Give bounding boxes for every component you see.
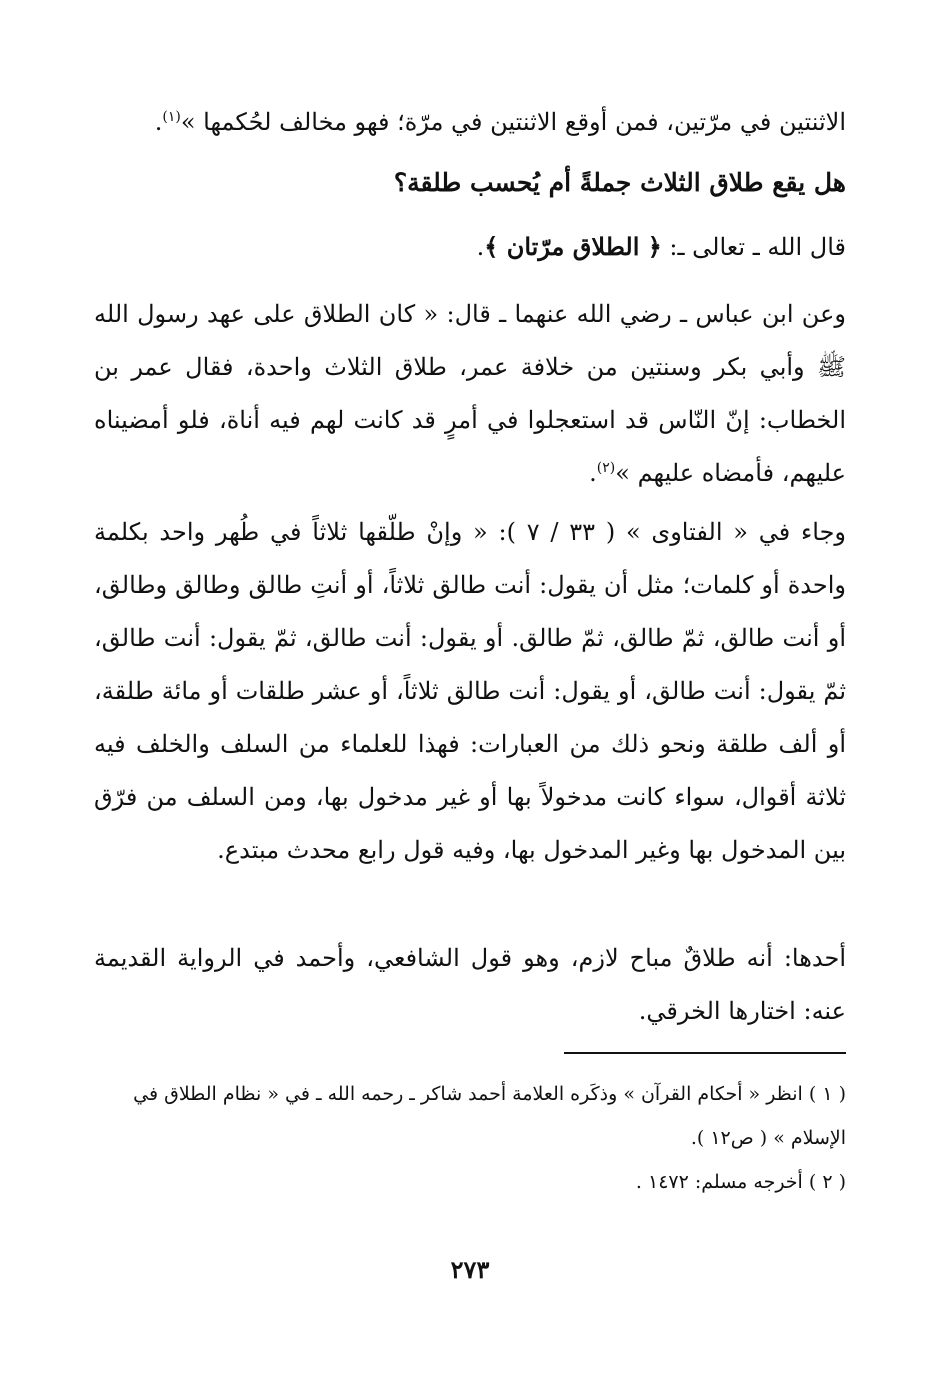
footnote-separator [564, 1052, 846, 1054]
footnote-ref-2: (٢) [596, 460, 616, 476]
hadith-end: . [589, 459, 597, 487]
continuation-end: . [154, 108, 163, 136]
page-number: ٢٧٣ [450, 1255, 490, 1284]
footnote-2: ( ٢ ) أخرجه مسلم: ١٤٧٢ . [635, 1171, 846, 1193]
footnote-ref-1: (١) [162, 109, 181, 125]
hadith-paragraph [94, 288, 846, 500]
quran-verse: ﴿ الطلاق مرّتان ﴾ [484, 232, 662, 261]
quran-intro: قال الله ـ تعالى ـ: [661, 233, 846, 261]
continuation-text: الاثنتين في مرّتين، فمن أوقع الاثنتين في مرّة؛ فهو مخالف لحُكمها » [180, 108, 846, 136]
fatawa-paragraph: وجاء في « الفتاوى » ( ٣٣ / ٧ ): « وإنْ طلّقها ثلاثاً في طُهر واحد بكلمة واحدة أو كلمات؛ مثل أن يقول: أنت طالق ثلاثاً، أو أنتِ طالق وطالق وطالق، أو أنت طالق، ثمّ طالق، ثمّ طالق. أو يقول: أنت طالق، ثمّ يقول: أنت طالق، ثمّ يقول: أنت طالق، أو يقول: أنت طالق ثلاثاً، أو عشر طلقات أو مائة طلقة، أو ألف طلقة ونحو ذلك من العبارات: فهذا للعلماء من السلف والخلف فيه ثلاثة أقوال، سواء كانت مدخولاً بها أو غير مدخول بها، ومن السلف من فرّق بين المدخول بها وغير المدخول بها، وفيه قول رابع محدث مبتدع. [94, 518, 847, 864]
section-heading: هل يقع طلاق الثلاث جملةً أم يُحسب طلقة؟ [393, 168, 846, 197]
footnote-1: ( ١ ) انظر « أحكام القرآن » وذكَره العلامة أحمد شاكر ـ رحمه الله ـ في « نظام الطلاق في الإسلام » ( ص١٢ ). [133, 1083, 846, 1149]
continuation-line [94, 96, 846, 149]
quran-citation [94, 220, 846, 274]
hadith-text: وعن ابن عباس ـ رضي الله عنهما ـ قال: « كان الطلاق على عهد رسول الله ﷺ وأبي بكر وسنتين من خلافة عمر، طلاق الثلاث واحدة، فقال عمر بن الخطاب: إنّ النّاس قد استعجلوا في أمرٍ قد كانت لهم فيه أناة، فلو أمضيناه عليهم، فأمضاه عليهم » [94, 300, 846, 487]
first-opinion-paragraph: أحدها: أنه طلاقٌ مباح لازم، وهو قول الشافعي، وأحمد في الرواية القديمة عنه: اختارها الخرقي. [94, 944, 846, 1025]
quran-end: . [476, 233, 485, 261]
